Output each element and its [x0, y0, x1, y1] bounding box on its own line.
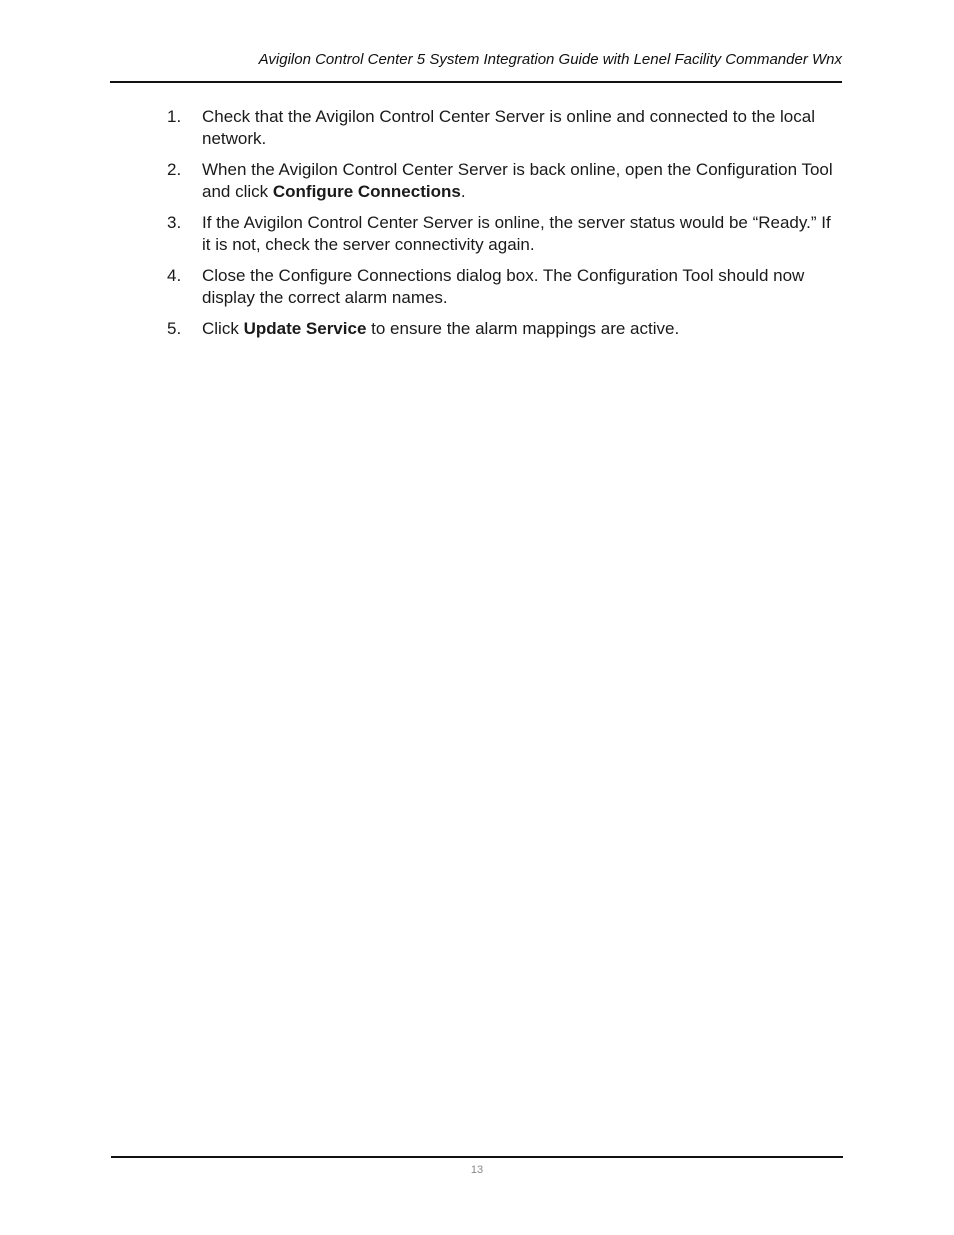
- step-text: [202, 318, 842, 340]
- step-text: Close the Configure Connections dialog box. The Configuration Tool should now display the correct alarm names.: [202, 266, 805, 307]
- step-number: 3.: [167, 213, 182, 232]
- step-item: [167, 159, 842, 203]
- step-text: If the Avigilon Control Center Server is online, the server status would be “Ready.” If it is not, check the server connectivity again.: [202, 213, 831, 254]
- step-number: 5.: [167, 319, 182, 338]
- step-item: [167, 318, 842, 340]
- step-text: [202, 159, 842, 203]
- step-item: [167, 265, 842, 309]
- step-text-part: When the Avigilon Control Center Server is back online, open the Configuration Tool and click: [202, 160, 833, 201]
- page-number: 13: [470, 1164, 484, 1176]
- ui-term-update-service: Update Service: [243, 319, 367, 338]
- step-number: 1.: [167, 107, 182, 126]
- step-text-part: .: [460, 182, 466, 201]
- running-header: Avigilon Control Center 5 System Integration Guide with Lenel Facility Commander Wnx: [258, 51, 842, 68]
- step-number: 4.: [167, 266, 182, 285]
- ui-term-configure-connections: Configure Connections: [272, 182, 461, 201]
- step-text: Check that the Avigilon Control Center Server is online and connected to the local network.: [202, 107, 815, 148]
- step-text-part: Click: [202, 319, 244, 338]
- footer-divider: [111, 1156, 843, 1158]
- header-divider: [110, 81, 842, 83]
- step-item: [167, 212, 842, 256]
- step-list: [167, 106, 842, 349]
- step-text-part: to ensure the alarm mappings are active.: [366, 319, 680, 338]
- step-number: 2.: [167, 160, 182, 179]
- step-item: [167, 106, 842, 150]
